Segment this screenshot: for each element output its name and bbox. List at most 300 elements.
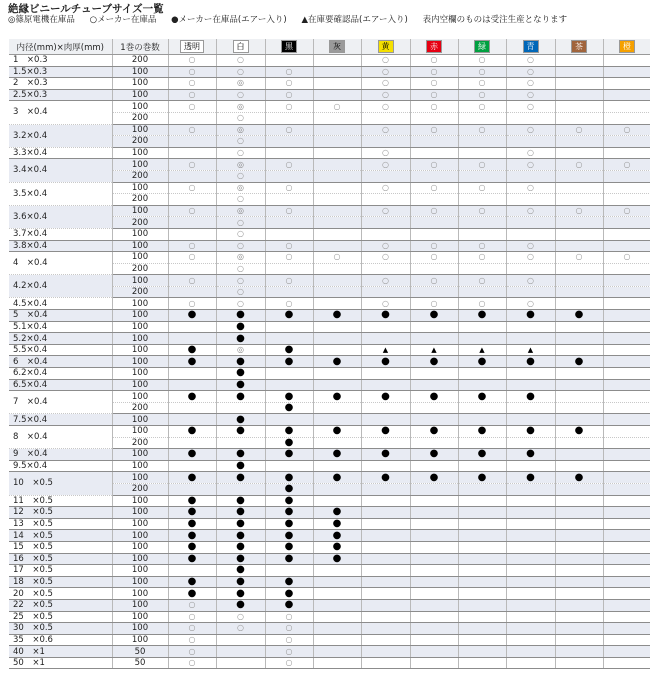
available-mark: ○ xyxy=(333,252,341,262)
air-stock-mark: ● xyxy=(381,471,390,483)
stock-cell xyxy=(458,507,506,519)
stock-cell xyxy=(506,657,555,669)
stock-cell xyxy=(168,460,216,472)
available-mark: ○ xyxy=(188,90,196,100)
air-stock-mark: ● xyxy=(284,344,294,356)
stock-cell xyxy=(313,194,361,206)
stock-cell xyxy=(168,576,216,588)
stock-cell xyxy=(313,310,361,322)
stock-cell xyxy=(458,588,506,600)
available-mark: ○ xyxy=(237,171,244,181)
stock-cell xyxy=(603,368,650,380)
air-stock-mark: ● xyxy=(332,518,342,530)
qty-cell: 100 xyxy=(112,576,168,588)
qty-cell: 100 xyxy=(112,333,168,345)
shinohara-stock-mark: ◎ xyxy=(237,252,244,262)
stock-cell xyxy=(313,101,361,113)
size-cell: 3.8×0.4 xyxy=(9,240,112,252)
stock-cell xyxy=(458,55,506,67)
qty-header: 1巻の巻数 xyxy=(112,39,168,55)
stock-cell xyxy=(313,228,361,240)
stock-cell xyxy=(506,518,555,530)
stock-cell xyxy=(168,217,216,229)
stock-cell xyxy=(313,623,361,635)
available-mark: ○ xyxy=(430,159,438,169)
qty-cell: 100 xyxy=(112,228,168,240)
qty-cell: 200 xyxy=(112,483,168,495)
stock-cell xyxy=(603,101,650,113)
stock-cell xyxy=(506,460,555,472)
available-mark: ○ xyxy=(188,600,196,610)
size-table xyxy=(9,39,650,669)
size-cell: 5.5×0.4 xyxy=(9,344,112,356)
page-title: 絶縁ビニールチューブサイズ一覧 xyxy=(8,3,164,15)
stock-cell xyxy=(265,55,313,67)
stock-cell xyxy=(216,530,265,542)
stock-cell xyxy=(216,159,265,171)
size-cell: 5.2×0.4 xyxy=(9,333,112,345)
available-mark: ○ xyxy=(623,252,631,262)
stock-cell xyxy=(168,483,216,495)
available-mark: ○ xyxy=(527,182,534,192)
stock-cell xyxy=(168,66,216,78)
stock-cell xyxy=(361,275,410,287)
table-row xyxy=(9,391,650,403)
stock-cell xyxy=(555,553,603,565)
size-cell: 3.2×0.4 xyxy=(9,124,112,147)
qty-cell: 100 xyxy=(112,553,168,565)
stock-cell xyxy=(168,495,216,507)
table-row xyxy=(9,541,650,553)
available-mark: ○ xyxy=(478,252,486,262)
stock-cell xyxy=(555,263,603,275)
qty-cell: 100 xyxy=(112,472,168,484)
available-mark: ○ xyxy=(430,101,438,111)
available-mark: ○ xyxy=(430,78,438,88)
table-row xyxy=(9,634,650,646)
stock-cell xyxy=(361,495,410,507)
available-mark: ○ xyxy=(527,298,534,308)
stock-cell xyxy=(216,507,265,519)
stock-cell xyxy=(216,437,265,449)
stock-cell xyxy=(603,344,650,356)
available-mark: ○ xyxy=(188,623,196,633)
stock-cell xyxy=(506,275,555,287)
stock-cell xyxy=(168,611,216,623)
stock-cell xyxy=(168,530,216,542)
air-stock-mark: ● xyxy=(477,448,487,460)
air-stock-mark: ● xyxy=(187,518,197,530)
stock-cell xyxy=(506,472,555,484)
qty-cell: 100 xyxy=(112,310,168,322)
stock-cell xyxy=(361,391,410,403)
stock-cell xyxy=(555,507,603,519)
available-mark: ○ xyxy=(478,206,486,216)
table-row xyxy=(9,495,650,507)
stock-cell xyxy=(506,483,555,495)
qty-cell: 100 xyxy=(112,460,168,472)
stock-cell xyxy=(216,460,265,472)
available-mark: ○ xyxy=(527,148,534,158)
shinohara-stock-mark: ◎ xyxy=(237,159,244,169)
air-stock-mark: ● xyxy=(284,437,294,448)
stock-cell xyxy=(410,78,458,90)
stock-cell xyxy=(313,321,361,333)
stock-cell xyxy=(410,402,458,414)
qty-cell: 200 xyxy=(112,217,168,229)
air-stock-mark: ● xyxy=(574,309,584,321)
stock-cell xyxy=(216,518,265,530)
stock-cell xyxy=(216,321,265,333)
stock-cell xyxy=(168,78,216,90)
color-header xyxy=(216,39,265,55)
available-mark: ○ xyxy=(285,124,293,134)
table-row xyxy=(9,147,650,159)
stock-cell xyxy=(506,147,555,159)
stock-cell xyxy=(555,298,603,310)
air-stock-mark: ● xyxy=(236,448,245,460)
stock-cell xyxy=(410,657,458,669)
stock-cell xyxy=(168,541,216,553)
stock-cell xyxy=(603,599,650,611)
stock-cell xyxy=(603,356,650,368)
stock-cell xyxy=(265,460,313,472)
stock-cell xyxy=(313,368,361,380)
available-mark: ○ xyxy=(623,206,631,216)
stock-cell xyxy=(265,646,313,658)
check-stock-mark: ▲ xyxy=(431,346,437,355)
stock-cell xyxy=(216,252,265,264)
stock-cell xyxy=(168,518,216,530)
stock-cell xyxy=(361,112,410,124)
stock-cell xyxy=(603,147,650,159)
stock-cell xyxy=(361,124,410,136)
stock-cell xyxy=(603,321,650,333)
stock-cell xyxy=(506,368,555,380)
air-stock-mark: ● xyxy=(236,321,245,332)
stock-cell xyxy=(265,518,313,530)
stock-cell xyxy=(410,112,458,124)
color-header xyxy=(410,39,458,55)
air-stock-mark: ● xyxy=(284,576,294,588)
stock-cell xyxy=(265,182,313,194)
stock-cell xyxy=(361,55,410,67)
stock-cell xyxy=(603,286,650,298)
size-cell: 17 ×0.5 xyxy=(9,565,112,577)
stock-cell xyxy=(216,333,265,345)
size-cell: 3.6×0.4 xyxy=(9,205,112,228)
stock-cell xyxy=(313,182,361,194)
size-cell: 4 ×0.4 xyxy=(9,252,112,275)
color-header xyxy=(361,39,410,55)
available-mark: ○ xyxy=(188,658,196,668)
stock-cell xyxy=(458,368,506,380)
stock-cell xyxy=(361,576,410,588)
stock-cell xyxy=(458,101,506,113)
stock-cell xyxy=(555,657,603,669)
stock-cell xyxy=(555,275,603,287)
stock-cell xyxy=(265,611,313,623)
stock-cell xyxy=(603,588,650,600)
stock-cell xyxy=(265,217,313,229)
stock-cell xyxy=(361,588,410,600)
stock-cell xyxy=(603,159,650,171)
table-row xyxy=(9,426,650,438)
size-cell: 30 ×0.5 xyxy=(9,623,112,635)
air-stock-mark: ● xyxy=(236,541,245,553)
stock-cell xyxy=(265,472,313,484)
stock-cell xyxy=(168,472,216,484)
stock-cell xyxy=(361,646,410,658)
stock-cell xyxy=(603,217,650,229)
stock-cell xyxy=(506,599,555,611)
stock-cell xyxy=(361,228,410,240)
air-stock-mark: ● xyxy=(381,355,390,367)
stock-cell xyxy=(458,333,506,345)
air-stock-mark: ● xyxy=(284,541,294,553)
stock-cell xyxy=(168,194,216,206)
available-mark: ○ xyxy=(188,66,196,76)
stock-cell xyxy=(506,634,555,646)
stock-cell xyxy=(458,344,506,356)
air-stock-mark: ● xyxy=(381,309,390,321)
size-cell: 7 ×0.4 xyxy=(9,391,112,414)
air-stock-mark: ● xyxy=(381,390,390,402)
qty-cell: 100 xyxy=(112,101,168,113)
air-stock-mark: ● xyxy=(187,587,197,599)
available-mark: ○ xyxy=(430,252,438,262)
available-mark: ○ xyxy=(382,148,389,158)
stock-cell xyxy=(168,368,216,380)
color-header xyxy=(555,39,603,55)
stock-cell xyxy=(506,437,555,449)
air-stock-mark: ● xyxy=(284,425,294,437)
size-cell: 35 ×0.6 xyxy=(9,634,112,646)
available-mark: ○ xyxy=(527,206,534,216)
stock-cell xyxy=(361,182,410,194)
stock-cell xyxy=(410,426,458,438)
color-header xyxy=(168,39,216,55)
available-mark: ○ xyxy=(285,66,293,76)
qty-cell: 100 xyxy=(112,391,168,403)
stock-cell xyxy=(410,530,458,542)
air-stock-mark: ● xyxy=(526,390,535,402)
available-mark: ○ xyxy=(188,298,196,308)
stock-cell xyxy=(410,507,458,519)
stock-cell xyxy=(555,170,603,182)
stock-cell xyxy=(603,379,650,391)
air-stock-mark: ● xyxy=(429,355,439,367)
stock-cell xyxy=(506,66,555,78)
stock-cell xyxy=(458,530,506,542)
stock-cell xyxy=(410,356,458,368)
stock-cell xyxy=(313,112,361,124)
stock-cell xyxy=(265,553,313,565)
stock-cell xyxy=(458,402,506,414)
stock-cell xyxy=(216,553,265,565)
air-stock-mark: ● xyxy=(284,506,294,518)
available-mark: ○ xyxy=(527,252,534,262)
stock-cell xyxy=(603,611,650,623)
stock-cell xyxy=(458,228,506,240)
available-mark: ○ xyxy=(285,101,293,111)
stock-cell xyxy=(506,263,555,275)
available-mark: ○ xyxy=(478,240,486,250)
air-stock-mark: ● xyxy=(236,471,245,483)
stock-cell xyxy=(458,286,506,298)
air-stock-mark: ● xyxy=(236,599,245,611)
stock-cell xyxy=(506,356,555,368)
stock-cell xyxy=(313,379,361,391)
stock-cell xyxy=(361,565,410,577)
stock-cell xyxy=(458,414,506,426)
stock-cell xyxy=(313,634,361,646)
air-stock-mark: ● xyxy=(236,529,245,541)
air-stock-mark: ● xyxy=(526,425,535,437)
stock-cell xyxy=(265,228,313,240)
stock-cell xyxy=(361,78,410,90)
stock-cell xyxy=(313,391,361,403)
stock-cell xyxy=(555,402,603,414)
air-stock-mark: ● xyxy=(526,448,535,460)
stock-cell xyxy=(410,483,458,495)
stock-cell xyxy=(458,170,506,182)
air-stock-mark: ● xyxy=(187,541,197,553)
stock-cell xyxy=(168,147,216,159)
stock-cell xyxy=(313,483,361,495)
stock-cell xyxy=(555,426,603,438)
qty-cell: 100 xyxy=(112,66,168,78)
air-stock-mark: ● xyxy=(477,471,487,483)
stock-cell xyxy=(458,252,506,264)
table-row xyxy=(9,240,650,252)
available-mark: ○ xyxy=(237,66,244,76)
size-cell: 16 ×0.5 xyxy=(9,553,112,565)
available-mark: ○ xyxy=(285,252,293,262)
shinohara-stock-mark: ◎ xyxy=(237,345,244,355)
stock-cell xyxy=(555,449,603,461)
stock-cell xyxy=(216,182,265,194)
color-header xyxy=(313,39,361,55)
color-chip: 緑 xyxy=(474,40,490,53)
stock-cell xyxy=(361,507,410,519)
stock-cell xyxy=(506,530,555,542)
qty-cell: 100 xyxy=(112,623,168,635)
air-stock-mark: ● xyxy=(332,355,342,367)
stock-cell xyxy=(216,147,265,159)
stock-cell xyxy=(216,391,265,403)
stock-cell xyxy=(555,379,603,391)
table-row xyxy=(9,611,650,623)
qty-cell: 100 xyxy=(112,588,168,600)
available-mark: ○ xyxy=(188,124,196,134)
stock-cell xyxy=(168,391,216,403)
stock-cell xyxy=(216,344,265,356)
legend-item: ▲在庫要確認品(エアー入り) xyxy=(301,15,408,25)
stock-cell xyxy=(603,634,650,646)
stock-cell xyxy=(313,333,361,345)
stock-cell xyxy=(313,611,361,623)
stock-cell xyxy=(410,553,458,565)
available-mark: ○ xyxy=(333,101,341,111)
stock-cell xyxy=(506,286,555,298)
air-stock-mark: ● xyxy=(236,379,245,390)
stock-cell xyxy=(216,112,265,124)
stock-cell xyxy=(313,402,361,414)
color-chip: 橙 xyxy=(619,40,635,53)
stock-cell xyxy=(603,657,650,669)
stock-cell xyxy=(555,472,603,484)
stock-cell xyxy=(265,252,313,264)
stock-cell xyxy=(603,565,650,577)
air-stock-mark: ● xyxy=(187,448,197,460)
stock-cell xyxy=(216,66,265,78)
size-cell: 1.5×0.3 xyxy=(9,66,112,78)
legend-note: 表内空欄のものは受注生産となります xyxy=(422,15,568,25)
stock-cell xyxy=(361,194,410,206)
air-stock-mark: ● xyxy=(236,367,245,379)
stock-cell xyxy=(216,599,265,611)
stock-cell xyxy=(168,426,216,438)
table-row xyxy=(9,379,650,391)
qty-cell: 200 xyxy=(112,286,168,298)
stock-cell xyxy=(361,426,410,438)
available-mark: ○ xyxy=(285,623,293,633)
air-stock-mark: ● xyxy=(187,529,197,541)
qty-cell: 100 xyxy=(112,599,168,611)
stock-cell xyxy=(265,310,313,322)
available-mark: ○ xyxy=(285,159,293,169)
air-stock-mark: ● xyxy=(332,529,342,541)
stock-cell xyxy=(265,437,313,449)
stock-cell xyxy=(603,507,650,519)
stock-cell xyxy=(603,252,650,264)
available-mark: ○ xyxy=(237,194,244,204)
qty-cell: 100 xyxy=(112,368,168,380)
air-stock-mark: ● xyxy=(284,599,294,611)
stock-cell xyxy=(313,170,361,182)
available-mark: ○ xyxy=(527,159,534,169)
stock-cell xyxy=(410,449,458,461)
available-mark: ○ xyxy=(237,275,244,285)
air-stock-mark: ● xyxy=(236,553,245,564)
stock-cell xyxy=(168,588,216,600)
available-mark: ○ xyxy=(188,646,196,656)
stock-cell xyxy=(313,507,361,519)
stock-cell xyxy=(361,518,410,530)
stock-cell xyxy=(603,541,650,553)
air-stock-mark: ● xyxy=(187,355,197,367)
available-mark: ○ xyxy=(382,66,389,76)
stock-cell xyxy=(265,368,313,380)
available-mark: ○ xyxy=(382,159,389,169)
table-row xyxy=(9,66,650,78)
available-mark: ○ xyxy=(430,298,438,308)
air-stock-mark: ● xyxy=(187,425,197,437)
stock-cell xyxy=(506,646,555,658)
color-chip: 灰 xyxy=(329,40,345,53)
size-cell: 6.5×0.4 xyxy=(9,379,112,391)
available-mark: ○ xyxy=(188,275,196,285)
available-mark: ○ xyxy=(285,298,293,308)
air-stock-mark: ● xyxy=(236,332,245,344)
size-cell: 3.3×0.4 xyxy=(9,147,112,159)
available-mark: ○ xyxy=(237,240,244,250)
available-mark: ○ xyxy=(237,217,244,227)
table-row xyxy=(9,530,650,542)
stock-cell xyxy=(410,646,458,658)
available-mark: ○ xyxy=(478,182,486,192)
